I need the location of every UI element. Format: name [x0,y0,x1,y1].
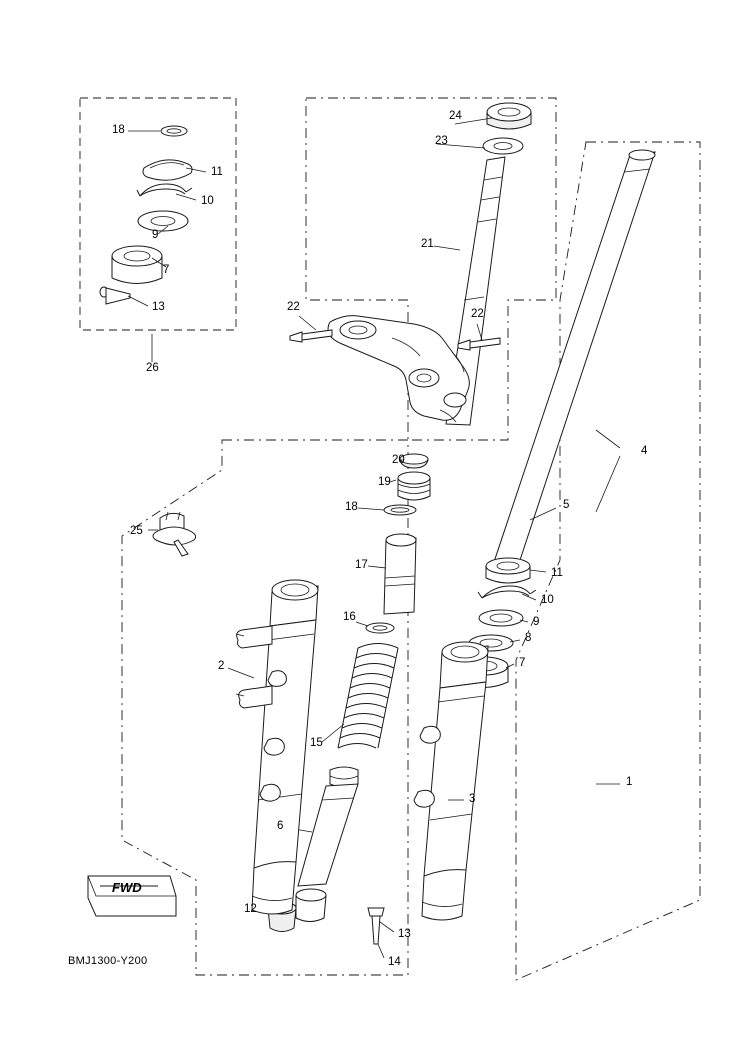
callout-18-upper: 18 [112,124,125,136]
callout-21: 21 [421,238,434,250]
callout-7-upper: 7 [163,264,170,276]
callout-4: 4 [641,445,648,457]
callout-22-left: 22 [287,301,300,313]
callout-7-right: 7 [519,657,526,669]
callout-9-upper: 9 [152,229,159,241]
callout-19: 19 [378,476,391,488]
callout-26: 26 [146,362,159,374]
fwd-label: FWD [112,880,142,895]
callout-3: 3 [469,793,476,805]
callout-20: 20 [392,454,405,466]
callout-6: 6 [277,820,284,832]
part-16-washer [366,623,394,633]
part-19-spring-seat [398,472,430,500]
part-7-bush-upper [112,246,162,284]
part-23-washer [483,138,523,154]
part-6-inner-tube [296,767,358,922]
callout-13-lower: 13 [398,928,411,940]
callout-25: 25 [130,525,143,537]
callout-22-right: 22 [471,308,484,320]
callout-10-right: 10 [541,594,554,606]
part-15-spring [338,644,398,749]
part-25-bracket [153,512,196,556]
callout-11-right: 11 [551,567,563,579]
callout-9-right: 9 [533,616,540,628]
callout-24: 24 [449,110,462,122]
callout-17: 17 [355,559,368,571]
callout-5: 5 [563,499,570,511]
part-9-washer-upper [138,211,188,231]
callout-11-upper: 11 [211,166,223,178]
part-18-oring-upper [161,126,187,136]
part-18-oring-lower [384,505,416,515]
callout-13-upper: 13 [152,301,165,313]
callout-14: 14 [388,956,401,968]
callout-10-upper: 10 [201,195,214,207]
part-under-bracket [328,316,469,422]
part-13-bolt-lower [368,908,384,944]
part-24-nut [487,103,531,129]
part-10-retaining-ring-upper [137,184,192,196]
part-22-bolt-left [290,330,332,342]
part-9-washer-right [479,610,523,626]
callout-8: 8 [525,632,532,644]
callout-16: 16 [343,611,356,623]
callout-15: 15 [310,737,323,749]
callout-12: 12 [244,903,257,915]
callout-23: 23 [435,135,448,147]
callout-2: 2 [218,660,225,672]
part-3-fork-leg-right [414,642,488,920]
part-17-damper-rod [384,534,416,614]
part-13-bolt-upper [100,287,130,304]
callout-18-lower: 18 [345,501,358,513]
part-11-dust-seal-upper [143,160,192,180]
drawing-code: BMJ1300-Y200 [68,955,148,967]
callout-1: 1 [626,776,633,788]
part-11-dust-seal-right [486,558,530,583]
